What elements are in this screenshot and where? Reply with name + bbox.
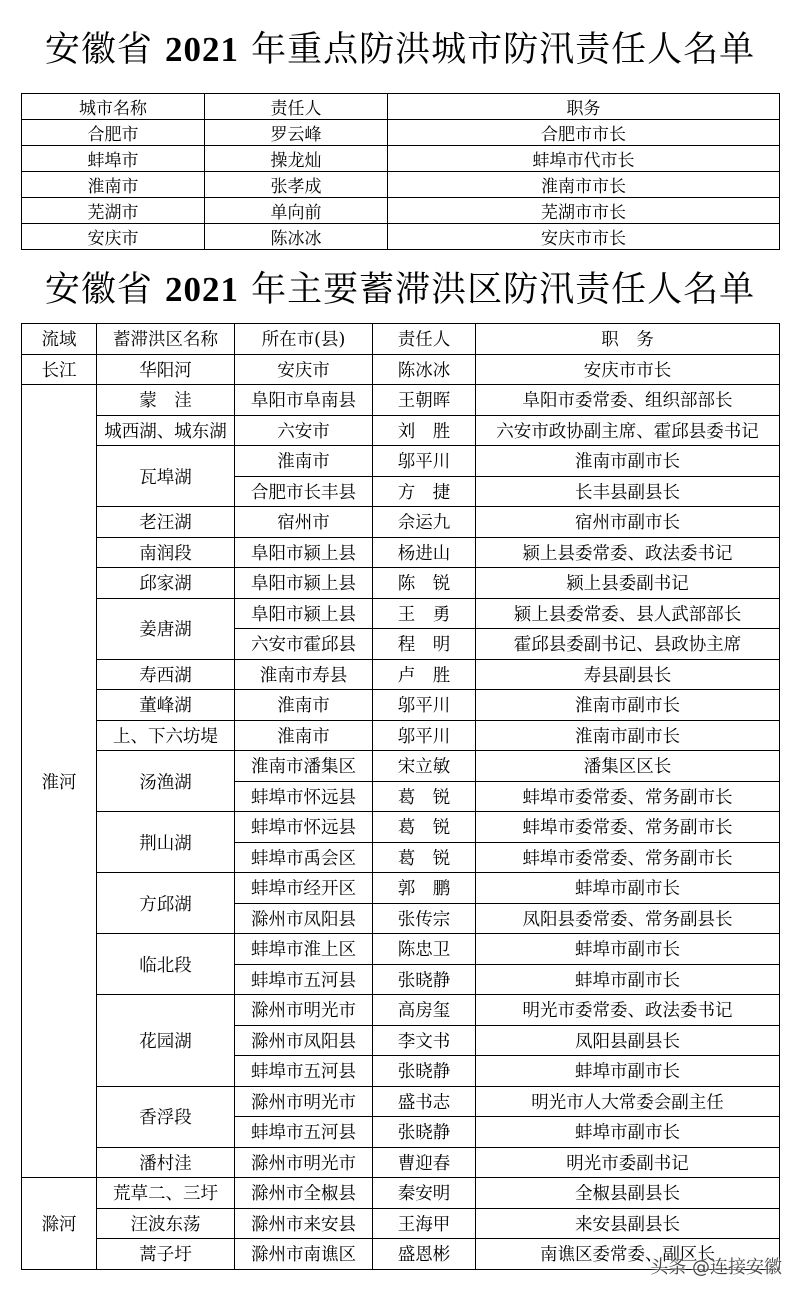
- position-cell: 蚌埠市代市长: [388, 146, 780, 172]
- person-cell: 卢 胜: [373, 659, 476, 690]
- position-cell: 凤阳县委常委、常务副县长: [476, 903, 780, 934]
- table-row: [22, 172, 780, 198]
- person-cell: 陈忠卫: [373, 934, 476, 965]
- position-cell: 颍上县委常委、县人武部部长: [476, 598, 780, 629]
- area-name-cell: 瓦埠湖: [97, 446, 235, 507]
- person-cell: 盛书志: [373, 1086, 476, 1117]
- area-name-cell: 荆山湖: [97, 812, 235, 873]
- location-cell: 淮南市: [235, 446, 373, 477]
- location-cell: 滁州市凤阳县: [235, 903, 373, 934]
- column-header: 蓄滞洪区名称: [97, 324, 235, 355]
- person-cell: 陈 锐: [373, 568, 476, 599]
- position-cell: 淮南市副市长: [476, 690, 780, 721]
- table-row: [22, 1208, 780, 1239]
- position-cell: 明光市委副书记: [476, 1147, 780, 1178]
- location-cell: 六安市霍邱县: [235, 629, 373, 660]
- person-cell: 操龙灿: [205, 146, 388, 172]
- position-cell: 凤阳县副县长: [476, 1025, 780, 1056]
- city-cell: 蚌埠市: [22, 146, 205, 172]
- person-cell: 张晓静: [373, 1056, 476, 1087]
- person-cell: 邬平川: [373, 690, 476, 721]
- position-cell: 蚌埠市副市长: [476, 934, 780, 965]
- position-cell: 淮南市副市长: [476, 446, 780, 477]
- person-cell: 邬平川: [373, 720, 476, 751]
- person-cell: 高房玺: [373, 995, 476, 1026]
- location-cell: 滁州市来安县: [235, 1208, 373, 1239]
- person-cell: 单向前: [205, 198, 388, 224]
- location-cell: 宿州市: [235, 507, 373, 538]
- table-row: [22, 198, 780, 224]
- person-cell: 王海甲: [373, 1208, 476, 1239]
- location-cell: 淮南市: [235, 690, 373, 721]
- person-cell: 罗云峰: [205, 120, 388, 146]
- table-row: [22, 446, 780, 477]
- table-row: [22, 690, 780, 721]
- location-cell: 阜阳市阜南县: [235, 385, 373, 416]
- person-cell: 杨进山: [373, 537, 476, 568]
- position-cell: 寿县副县长: [476, 659, 780, 690]
- area-name-cell: 潘村洼: [97, 1147, 235, 1178]
- location-cell: 蚌埠市五河县: [235, 1056, 373, 1087]
- column-header: 流域: [22, 324, 97, 355]
- area-name-cell: 寿西湖: [97, 659, 235, 690]
- person-cell: 张晓静: [373, 1117, 476, 1148]
- person-cell: 张孝成: [205, 172, 388, 198]
- location-cell: 蚌埠市淮上区: [235, 934, 373, 965]
- location-cell: 滁州市凤阳县: [235, 1025, 373, 1056]
- table-header-row: [22, 94, 780, 120]
- column-header: 所在市(县): [235, 324, 373, 355]
- position-cell: 霍邱县委副书记、县政协主席: [476, 629, 780, 660]
- area-name-cell: 董峰湖: [97, 690, 235, 721]
- location-cell: 滁州市明光市: [235, 1147, 373, 1178]
- position-cell: 潘集区区长: [476, 751, 780, 782]
- area-name-cell: 蒙 洼: [97, 385, 235, 416]
- area-name-cell: 方邱湖: [97, 873, 235, 934]
- watermark: 头条 @连接安徽: [650, 1257, 782, 1278]
- area-name-cell: 荒草二、三圩: [97, 1178, 235, 1209]
- person-cell: 陈冰冰: [373, 354, 476, 385]
- basin-cell: 滁河: [22, 1178, 97, 1270]
- person-cell: 王朝晖: [373, 385, 476, 416]
- area-name-cell: 临北段: [97, 934, 235, 995]
- person-cell: 邬平川: [373, 446, 476, 477]
- position-cell: 宿州市副市长: [476, 507, 780, 538]
- location-cell: 淮南市潘集区: [235, 751, 373, 782]
- location-cell: 蚌埠市经开区: [235, 873, 373, 904]
- area-name-cell: 姜唐湖: [97, 598, 235, 659]
- table-row: [22, 812, 780, 843]
- person-cell: 郭 鹏: [373, 873, 476, 904]
- location-cell: 蚌埠市五河县: [235, 964, 373, 995]
- location-cell: 淮南市: [235, 720, 373, 751]
- basin-cell: 长江: [22, 354, 97, 385]
- location-cell: 蚌埠市怀远县: [235, 781, 373, 812]
- table-row: [22, 415, 780, 446]
- table-row: [22, 385, 780, 416]
- location-cell: 滁州市明光市: [235, 1086, 373, 1117]
- person-cell: 陈冰冰: [205, 224, 388, 250]
- city-responsible-table: [21, 93, 780, 250]
- table-row: [22, 120, 780, 146]
- location-cell: 合肥市长丰县: [235, 476, 373, 507]
- person-cell: 葛 锐: [373, 781, 476, 812]
- position-cell: 淮南市市长: [388, 172, 780, 198]
- city-cell: 安庆市: [22, 224, 205, 250]
- table-row: [22, 934, 780, 965]
- area-name-cell: 城西湖、城东湖: [97, 415, 235, 446]
- position-cell: 阜阳市委常委、组织部部长: [476, 385, 780, 416]
- table-row: [22, 146, 780, 172]
- position-cell: 安庆市市长: [476, 354, 780, 385]
- position-cell: 蚌埠市副市长: [476, 1117, 780, 1148]
- person-cell: 盛恩彬: [373, 1239, 476, 1270]
- column-header: 城市名称: [22, 94, 205, 120]
- title-city-flood-list: 安徽省 2021 年重点防洪城市防汛责任人名单: [44, 30, 756, 70]
- position-cell: 蚌埠市委常委、常务副市长: [476, 781, 780, 812]
- position-cell: 蚌埠市委常委、常务副市长: [476, 812, 780, 843]
- location-cell: 蚌埠市禹会区: [235, 842, 373, 873]
- city-cell: 合肥市: [22, 120, 205, 146]
- location-cell: 阜阳市颍上县: [235, 598, 373, 629]
- table-row: [22, 537, 780, 568]
- table-row: [22, 507, 780, 538]
- position-cell: 蚌埠市副市长: [476, 964, 780, 995]
- location-cell: 阜阳市颍上县: [235, 568, 373, 599]
- position-cell: 颍上县委常委、政法委书记: [476, 537, 780, 568]
- table-row: [22, 354, 780, 385]
- city-cell: 芜湖市: [22, 198, 205, 224]
- area-name-cell: 汤渔湖: [97, 751, 235, 812]
- area-name-cell: 华阳河: [97, 354, 235, 385]
- person-cell: 宋立敏: [373, 751, 476, 782]
- position-cell: 蚌埠市副市长: [476, 1056, 780, 1087]
- table-row: [22, 1086, 780, 1117]
- position-cell: 六安市政协副主席、霍邱县委书记: [476, 415, 780, 446]
- area-name-cell: 上、下六坊堤: [97, 720, 235, 751]
- table-row: [22, 873, 780, 904]
- position-cell: 合肥市市长: [388, 120, 780, 146]
- area-name-cell: 汪波东荡: [97, 1208, 235, 1239]
- position-cell: 全椒县副县长: [476, 1178, 780, 1209]
- table-row: [22, 1147, 780, 1178]
- position-cell: 颍上县委副书记: [476, 568, 780, 599]
- table-header-row: [22, 324, 780, 355]
- area-name-cell: 蒿子圩: [97, 1239, 235, 1270]
- person-cell: 刘 胜: [373, 415, 476, 446]
- position-cell: 淮南市副市长: [476, 720, 780, 751]
- position-cell: 长丰县副县长: [476, 476, 780, 507]
- person-cell: 王 勇: [373, 598, 476, 629]
- column-header: 责任人: [205, 94, 388, 120]
- person-cell: 秦安明: [373, 1178, 476, 1209]
- location-cell: 滁州市南谯区: [235, 1239, 373, 1270]
- location-cell: 六安市: [235, 415, 373, 446]
- area-name-cell: 老汪湖: [97, 507, 235, 538]
- location-cell: 滁州市明光市: [235, 995, 373, 1026]
- detention-area-table: [21, 323, 780, 1270]
- person-cell: 张晓静: [373, 964, 476, 995]
- person-cell: 程 明: [373, 629, 476, 660]
- person-cell: 佘运九: [373, 507, 476, 538]
- position-cell: 南谯区委常委、副区长: [476, 1239, 780, 1270]
- table-row: [22, 720, 780, 751]
- location-cell: 蚌埠市五河县: [235, 1117, 373, 1148]
- table-row: [22, 568, 780, 599]
- person-cell: 李文书: [373, 1025, 476, 1056]
- person-cell: 张传宗: [373, 903, 476, 934]
- person-cell: 葛 锐: [373, 842, 476, 873]
- title-detention-area-list: 安徽省 2021 年主要蓄滞洪区防汛责任人名单: [44, 270, 756, 310]
- city-cell: 淮南市: [22, 172, 205, 198]
- location-cell: 蚌埠市怀远县: [235, 812, 373, 843]
- area-name-cell: 花园湖: [97, 995, 235, 1087]
- column-header: 职 务: [476, 324, 780, 355]
- position-cell: 蚌埠市副市长: [476, 873, 780, 904]
- person-cell: 葛 锐: [373, 812, 476, 843]
- table-row: [22, 995, 780, 1026]
- position-cell: 明光市人大常委会副主任: [476, 1086, 780, 1117]
- table-row: [22, 659, 780, 690]
- position-cell: 来安县副县长: [476, 1208, 780, 1239]
- area-name-cell: 南润段: [97, 537, 235, 568]
- location-cell: 阜阳市颍上县: [235, 537, 373, 568]
- position-cell: 明光市委常委、政法委书记: [476, 995, 780, 1026]
- table-row: [22, 224, 780, 250]
- basin-cell: 淮河: [22, 385, 97, 1178]
- table-row: [22, 751, 780, 782]
- table-row: [22, 598, 780, 629]
- location-cell: 淮南市寿县: [235, 659, 373, 690]
- area-name-cell: 香浮段: [97, 1086, 235, 1147]
- column-header: 责任人: [373, 324, 476, 355]
- person-cell: 方 捷: [373, 476, 476, 507]
- column-header: 职务: [388, 94, 780, 120]
- location-cell: 安庆市: [235, 354, 373, 385]
- person-cell: 曹迎春: [373, 1147, 476, 1178]
- location-cell: 滁州市全椒县: [235, 1178, 373, 1209]
- table-row: [22, 1178, 780, 1209]
- position-cell: 芜湖市市长: [388, 198, 780, 224]
- position-cell: 安庆市市长: [388, 224, 780, 250]
- area-name-cell: 邱家湖: [97, 568, 235, 599]
- position-cell: 蚌埠市委常委、常务副市长: [476, 842, 780, 873]
